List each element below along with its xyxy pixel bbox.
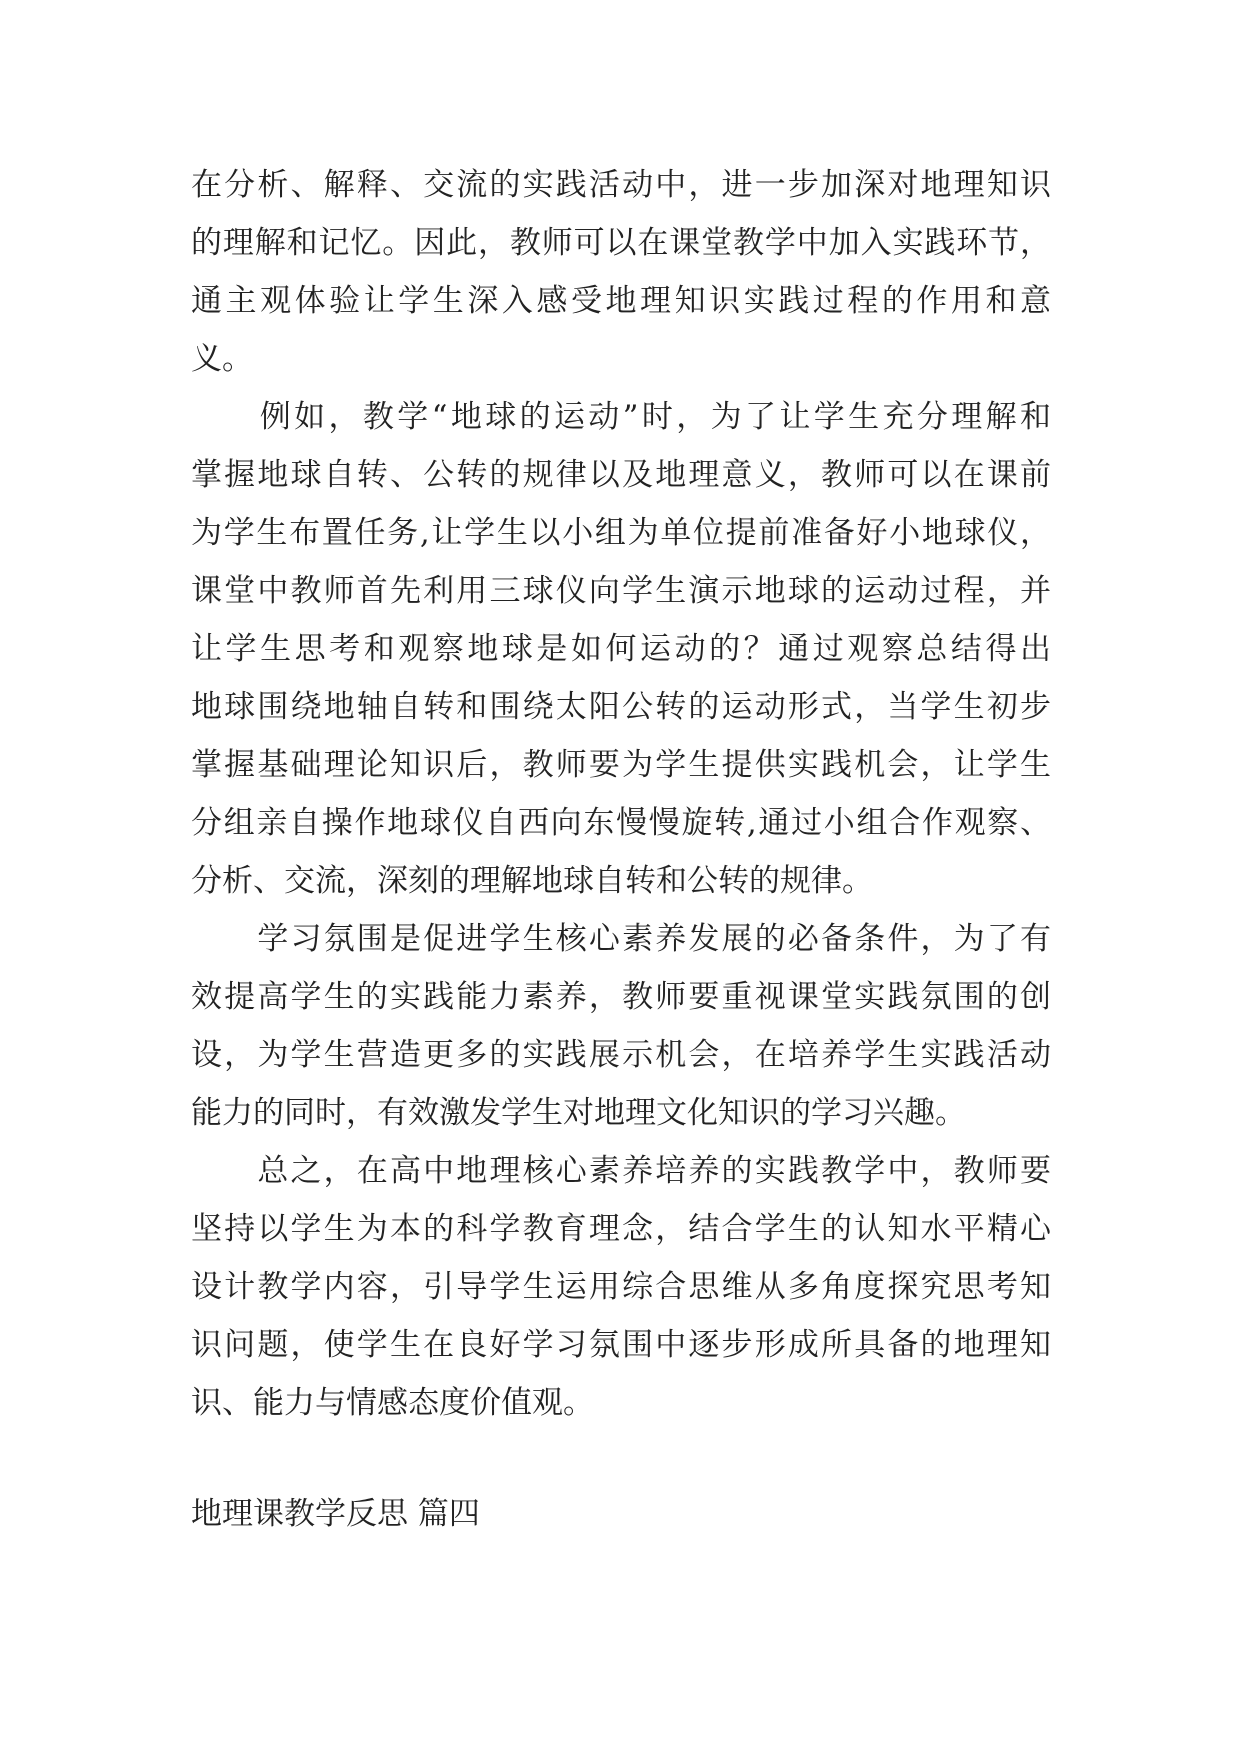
paragraph-1-line-1: 在分析、解释、交流的实践活动中，进一步加深对地理知识 <box>191 167 1051 203</box>
paragraph-2-line-9: 分析、交流，深刻的理解地球自转和公转的规律。 <box>191 863 873 899</box>
paragraph-3-line-3: 设，为学生营造更多的实践展示机会，在培养学生实践活动 <box>191 1037 1051 1073</box>
paragraph-3-line-1: 学习氛围是促进学生核心素养发展的必备条件，为了有 <box>191 921 1051 957</box>
paragraph-2-line-4: 课堂中教师首先利用三球仪向学生演示地球的运动过程，并 <box>191 573 1051 609</box>
paragraph-1-line-3: 通主观体验让学生深入感受地理知识实践过程的作用和意 <box>191 283 1051 319</box>
paragraph-4-line-2: 坚持以学生为本的科学教育理念，结合学生的认知水平精心 <box>191 1211 1051 1247</box>
paragraph-2-line-6: 地球围绕地轴自转和围绕太阳公转的运动形式，当学生初步 <box>191 689 1051 725</box>
paragraph-2-line-3: 为学生布置任务,让学生以小组为单位提前准备好小地球仪， <box>191 515 1051 551</box>
paragraph-2-line-2: 掌握地球自转、公转的规律以及地理意义，教师可以在课前 <box>191 457 1051 493</box>
paragraph-2-line-8: 分组亲自操作地球仪自西向东慢慢旋转,通过小组合作观察、 <box>191 805 1051 841</box>
paragraph-2-line-7: 掌握基础理论知识后，教师要为学生提供实践机会，让学生 <box>191 747 1051 783</box>
paragraph-4-line-5: 识、能力与情感态度价值观。 <box>191 1385 594 1421</box>
paragraph-2-line-5: 让学生思考和观察地球是如何运动的？通过观察总结得出 <box>191 631 1051 667</box>
paragraph-3-line-2: 效提高学生的实践能力素养，教师要重视课堂实践氛围的创 <box>191 979 1051 1015</box>
paragraph-4-line-1: 总之，在高中地理核心素养培养的实践教学中，教师要 <box>191 1153 1051 1189</box>
paragraph-4-line-4: 识问题，使学生在良好学习氛围中逐步形成所具备的地理知 <box>191 1327 1051 1363</box>
paragraph-1-line-2: 的理解和记忆。因此，教师可以在课堂教学中加入实践环节， <box>191 225 1051 261</box>
paragraph-2-line-1: 例如，教学“地球的运动”时，为了让学生充分理解和 <box>191 399 1051 435</box>
paragraph-1-line-4: 义。 <box>191 341 253 377</box>
paragraph-4-line-3: 设计教学内容，引导学生运用综合思维从多角度探究思考知 <box>191 1269 1051 1305</box>
paragraph-3-line-4: 能力的同时，有效激发学生对地理文化知识的学习兴趣。 <box>191 1095 966 1131</box>
section-heading: 地理课教学反思 篇四 <box>191 1496 480 1532</box>
